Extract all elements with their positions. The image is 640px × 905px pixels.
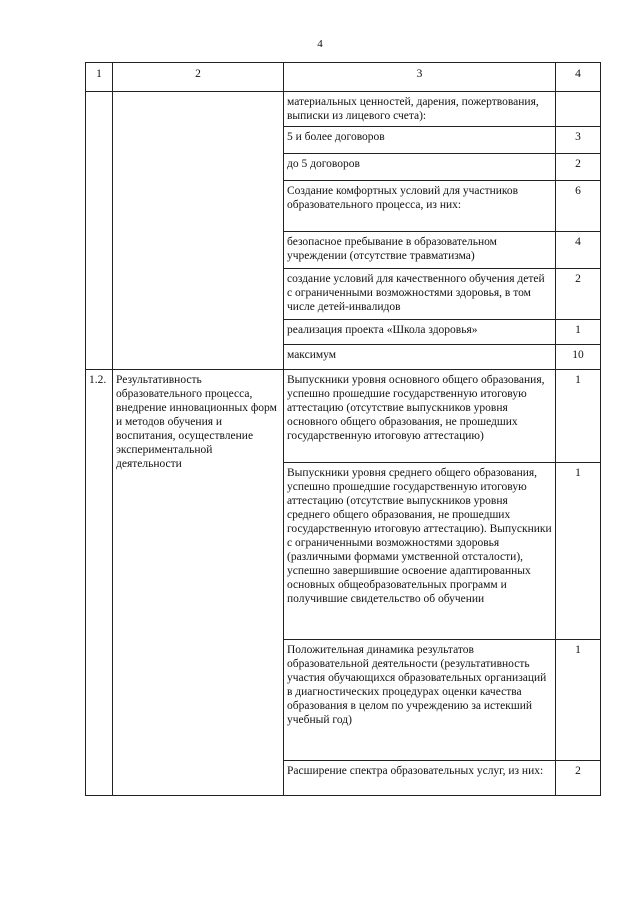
empty-title-cell	[113, 92, 284, 370]
criterion-text: максимум	[284, 345, 556, 370]
criterion-text: до 5 договоров	[284, 154, 556, 181]
criterion-score: 3	[556, 127, 601, 154]
criterion-score: 2	[556, 761, 601, 796]
criterion-score: 2	[556, 154, 601, 181]
header-col-1: 1	[86, 63, 113, 92]
table-row	[86, 92, 601, 127]
criterion-score: 1	[556, 320, 601, 345]
page-number: 4	[317, 38, 323, 50]
section-title: Результативность образовательного процесса, внедрение инновационных форм и методов обучения и воспитания, осуществление экспериментальной деятельности	[113, 370, 284, 796]
table-row	[86, 370, 601, 463]
criterion-score: 6	[556, 181, 601, 232]
criteria-table	[85, 62, 601, 796]
criterion-text: 5 и более договоров	[284, 127, 556, 154]
table-header-row	[86, 63, 601, 92]
criterion-text: Выпускники уровня основного общего образования, успешно прошедшие государственную итоговую аттестацию (отсутствие выпускников уровня основного общего образования, не прошедших государственную итоговую аттестацию)	[284, 370, 556, 463]
header-col-3: 3	[284, 63, 556, 92]
criterion-text: Создание комфортных условий для участников образовательного процесса, из них:	[284, 181, 556, 232]
criterion-text: Выпускники уровня среднего общего образования, успешно прошедшие государственную итоговую аттестацию (отсутствие выпускников уровня среднего общего образования, не прошедших государственную итоговую аттестацию). Выпускники с ограниченными возможностями здоровья (различными формами умственной отсталости), успешно завершившие освоение адаптированных основных общеобразовательных программ и получившие свидетельство об обучении	[284, 463, 556, 640]
criterion-score: 1	[556, 370, 601, 463]
empty-number-cell	[86, 92, 113, 370]
criterion-score: 4	[556, 232, 601, 269]
criterion-score: 1	[556, 640, 601, 761]
criterion-score: 2	[556, 269, 601, 320]
criterion-text: создание условий для качественного обучения детей с ограниченными возможностями здоровья, в том числе детей-инвалидов	[284, 269, 556, 320]
criterion-text: реализация проекта «Школа здоровья»	[284, 320, 556, 345]
section-number: 1.2.	[86, 370, 113, 796]
header-col-4: 4	[556, 63, 601, 92]
criterion-score: 1	[556, 463, 601, 640]
criterion-text: Расширение спектра образовательных услуг, из них:	[284, 761, 556, 796]
header-col-2: 2	[113, 63, 284, 92]
criterion-text: Положительная динамика результатов образовательной деятельности (результативность участия обучающихся образовательных организаций в диагностических процедурах оценки качества образования в целом по учреждению за истекший учебный год)	[284, 640, 556, 761]
criterion-score	[556, 92, 601, 127]
criterion-text: безопасное пребывание в образовательном учреждении (отсутствие травматизма)	[284, 232, 556, 269]
criterion-score: 10	[556, 345, 601, 370]
criterion-text: материальных ценностей, дарения, пожертвования, выписки из лицевого счета):	[284, 92, 556, 127]
